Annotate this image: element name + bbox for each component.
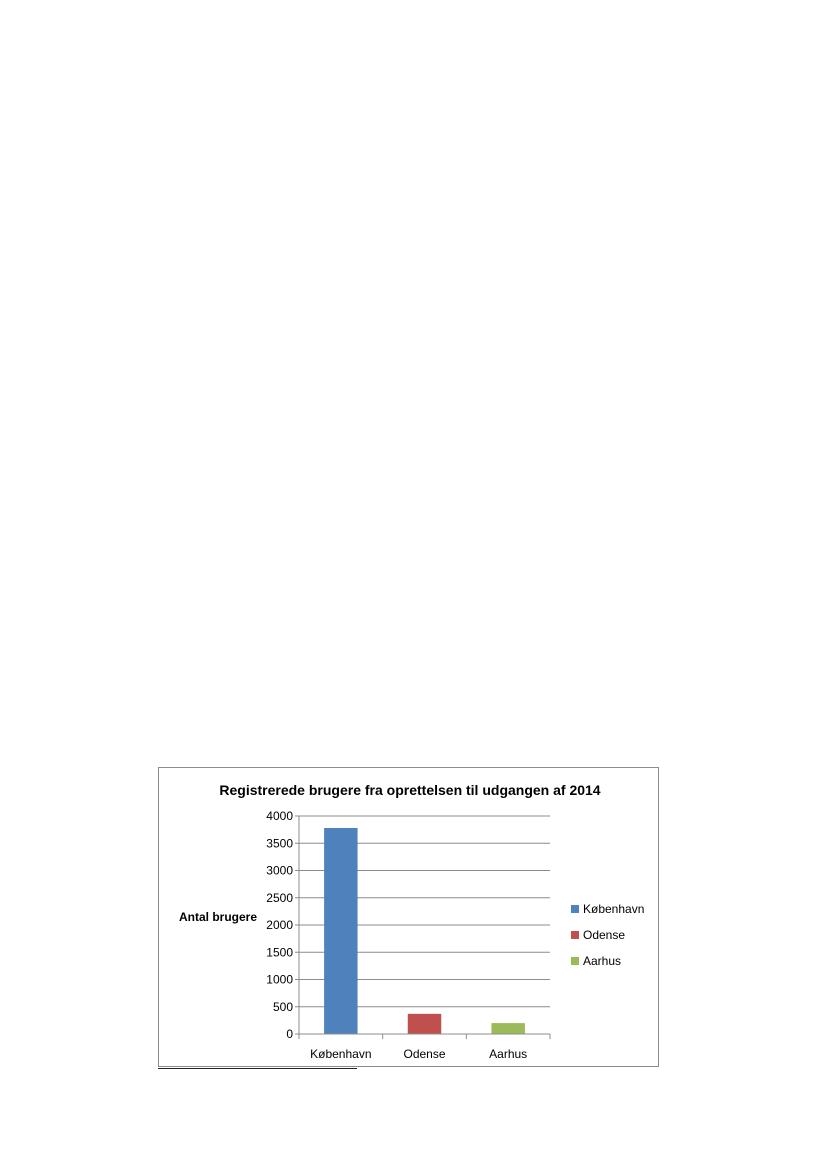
- y-tick-labels: [266, 809, 293, 1041]
- chart-frame: [158, 767, 659, 1067]
- legend-label: Aarhus: [583, 954, 622, 968]
- chart-title: Registrerede brugere fra oprettelsen til udgangen af 2014: [219, 782, 601, 798]
- page-rule: [158, 1068, 357, 1069]
- legend-label: København: [583, 902, 645, 916]
- legend-label: Odense: [583, 928, 626, 942]
- y-axis-label: Antal brugere: [178, 910, 258, 924]
- bar-chart: [159, 768, 658, 1066]
- legend-swatch: [571, 957, 579, 965]
- x-tick-labels: [310, 1047, 527, 1061]
- y-tick-label: 0: [286, 1027, 293, 1041]
- y-tick-label: 2000: [266, 918, 293, 932]
- legend-swatch: [571, 905, 579, 913]
- legend: [571, 902, 644, 968]
- y-tick-label: 1500: [266, 945, 293, 960]
- bar-k-benhavn: [324, 828, 357, 1034]
- y-tick-label: 4000: [266, 809, 293, 823]
- x-tick-label: København: [310, 1047, 372, 1061]
- x-tick-label: Odense: [403, 1047, 446, 1061]
- y-tick-label: 500: [272, 999, 293, 1014]
- bars: [324, 828, 525, 1034]
- y-tick-label: 3500: [266, 836, 293, 851]
- bar-aarhus: [491, 1023, 524, 1034]
- y-tick-label: 2500: [266, 890, 293, 905]
- y-tick-label: 3000: [266, 863, 293, 878]
- bar-odense: [408, 1014, 441, 1034]
- y-tick-label: 1000: [266, 972, 293, 987]
- legend-swatch: [571, 931, 579, 939]
- x-tick-label: Aarhus: [489, 1047, 528, 1061]
